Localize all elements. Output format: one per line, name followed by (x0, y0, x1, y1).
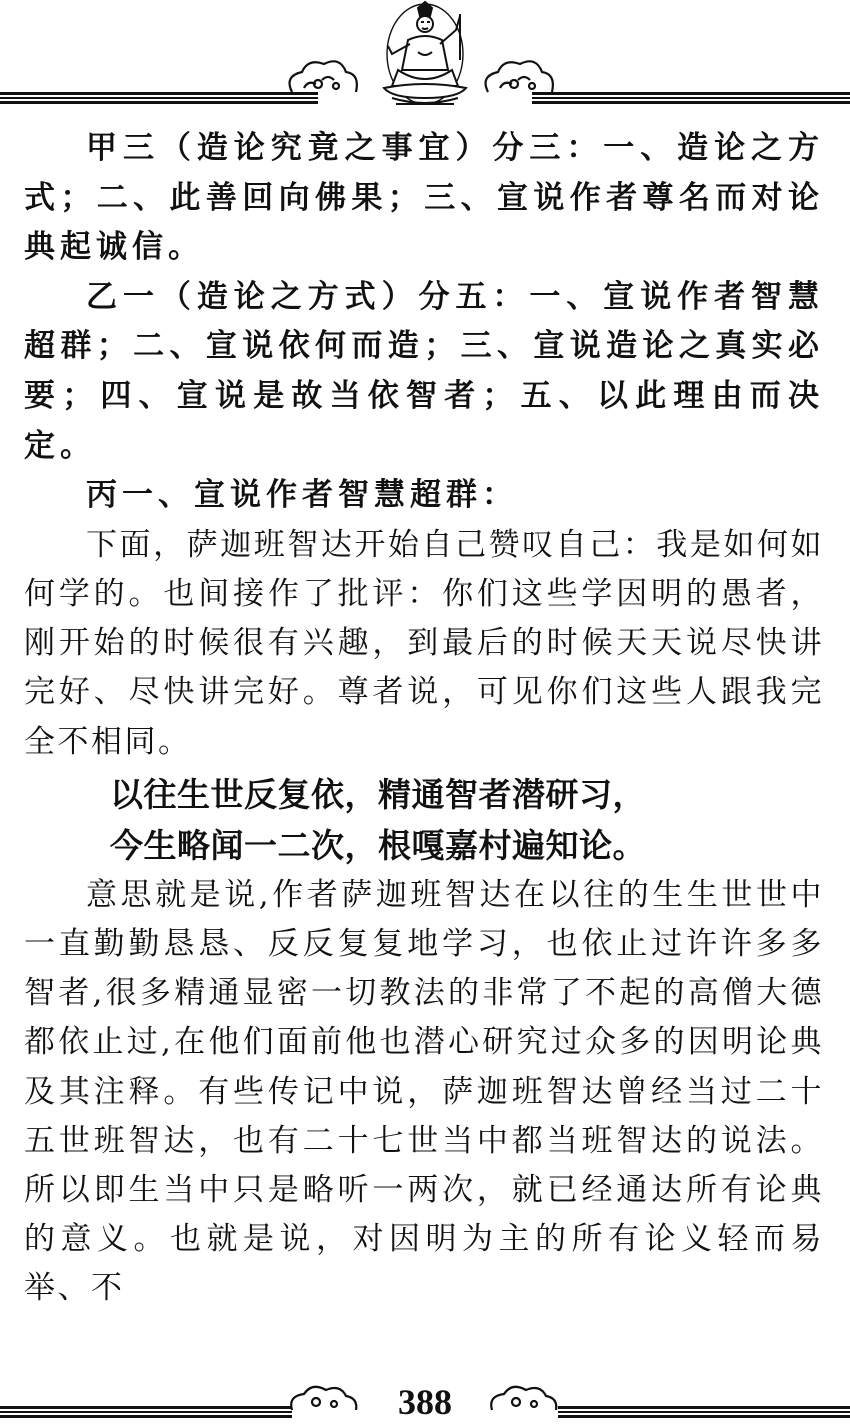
header-rule-right (532, 92, 850, 104)
page-number: 388 (398, 1382, 452, 1422)
page-content (24, 124, 824, 1314)
header-rule-left (0, 92, 318, 104)
cloud-scroll-right-icon (486, 61, 553, 92)
body-paragraph-2: 意思就是说,作者萨迦班智达在以往的生生世世中一直勤勤恳恳、反反复复地学习，也依止过许许多多智者,很多精通显密一切教法的非常了不起的高僧大德都依止过,在他们面前他也潜心研究过众多的因明论典及其注释。有些传记中说，萨迦班智达曾经当过二十五世班智达，也有二十七世当中都当班智达的说法。所以即生当中只是略听一两次，就已经通达所有论典的意义。也就是说，对因明为主的所有论义轻而易举、不 (24, 876, 824, 1307)
deity-figure-icon (384, 2, 466, 104)
body-paragraph-1: 下面，萨迦班智达开始自己赞叹自己：我是如何如何学的。也间接作了批评：你们这些学因明的愚者，刚开始的时候很有兴趣，到最后的时候天天说尽快讲完好、尽快讲完好。尊者说，可见你们这些人跟我完全不相同。 (24, 526, 824, 760)
cloud-scroll-left-icon (290, 61, 357, 92)
verse-line-1: 以往生世反复依，精通智者潜研习， (110, 774, 646, 814)
section-heading-yi-yi: 乙一（造论之方式）分五：一、宣说作者智慧超群；二、宣说依何而造；三、宣说造论之真实必要；四、宣说是故当依智者；五、以此理由而决定。 (24, 278, 824, 464)
section-heading-bing-yi: 丙一、宣说作者智慧超群： (86, 477, 518, 514)
verse-line-2: 今生略闻一二次，根嘎嘉村遍知论。 (110, 825, 646, 865)
header-ornament (0, 0, 850, 112)
section-heading-jia-san: 甲三（造论究竟之事宜）分三：一、造论之方式；二、此善回向佛果；三、宣说作者尊名而对论典起诚信。 (24, 130, 824, 266)
verse-block (24, 769, 824, 871)
